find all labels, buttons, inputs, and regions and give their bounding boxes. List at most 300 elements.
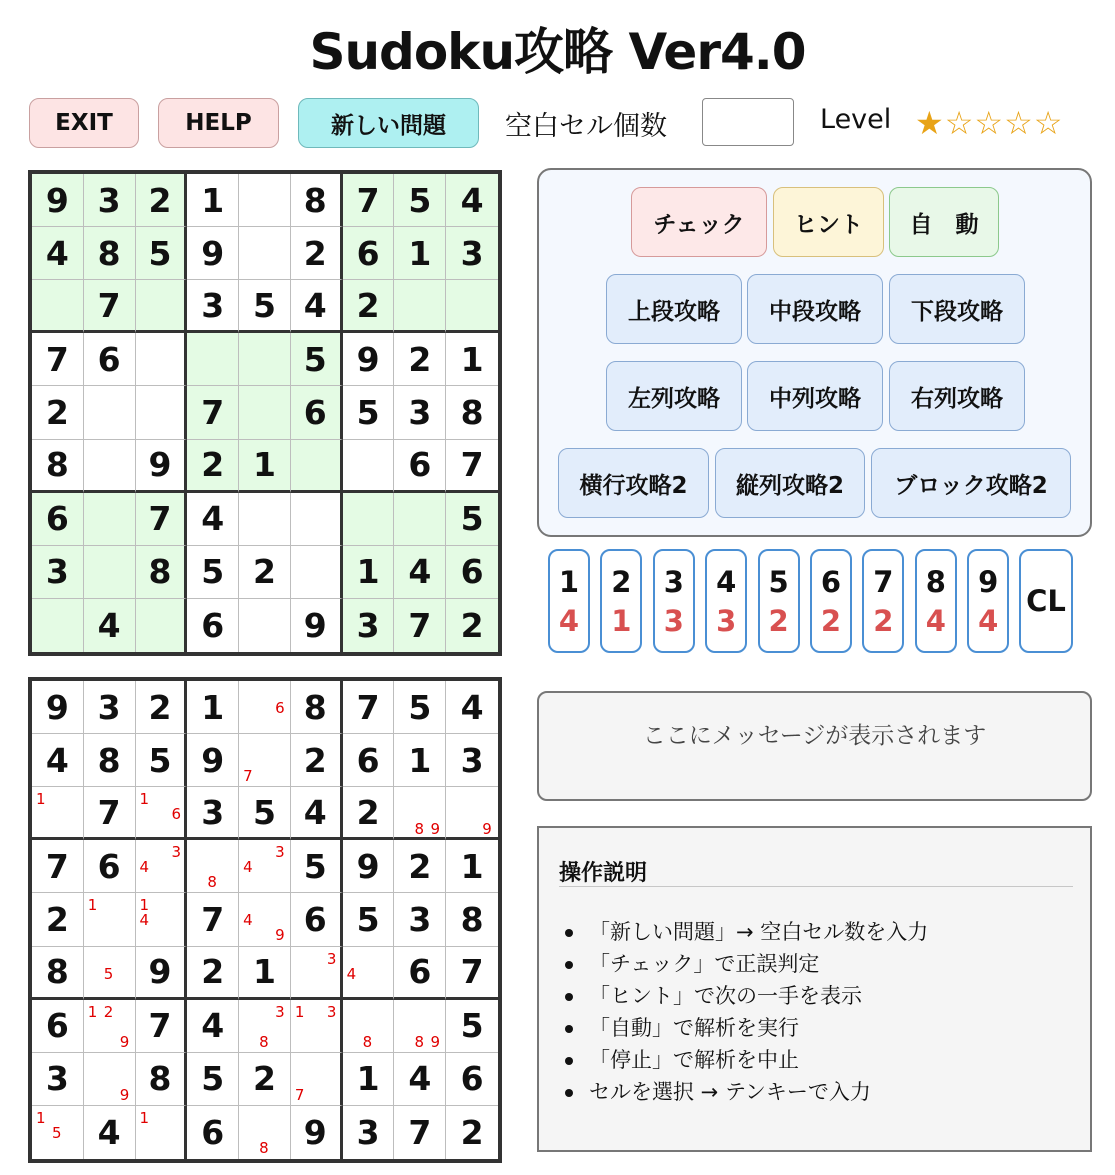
sudoku-cell[interactable] [343,840,395,893]
sudoku-cell[interactable] [84,1000,136,1053]
sudoku-cell[interactable] [446,734,498,787]
cell-value: 6 [201,1112,225,1152]
cell-value: 8 [460,899,484,939]
cell-value: 4 [303,792,327,832]
candidate-digit: 9 [119,1085,130,1104]
sudoku-cell[interactable] [343,787,395,840]
sudoku-cell[interactable] [343,1000,395,1053]
sudoku-cell[interactable] [32,947,84,1000]
number-key-1[interactable] [548,549,590,653]
sudoku-cell[interactable] [291,1106,343,1159]
cell-value: 8 [45,952,69,992]
sudoku-cell[interactable] [394,227,446,280]
sudoku-cell[interactable] [136,1053,188,1106]
key-remaining-count: 4 [978,604,999,638]
sudoku-cell[interactable] [343,333,395,386]
sudoku-cell[interactable] [291,493,343,546]
cell-value: 3 [45,552,69,592]
cell-value: 5 [201,552,225,592]
exit-button[interactable]: EXIT [29,98,139,148]
sudoku-cell[interactable] [446,493,498,546]
block-strategy2-button[interactable]: ブロック攻略2 [871,448,1071,518]
sudoku-cell[interactable] [446,227,498,280]
sudoku-cell[interactable] [187,493,239,546]
cell-value: 1 [408,233,432,273]
sudoku-cell[interactable] [291,599,343,652]
sudoku-cell[interactable] [343,493,395,546]
sudoku-cell[interactable] [84,840,136,893]
sudoku-cell[interactable] [84,599,136,652]
check-button[interactable]: チェック [631,187,767,257]
sudoku-cell[interactable] [291,893,343,946]
sudoku-cell[interactable] [291,787,343,840]
sudoku-cell[interactable] [394,1053,446,1106]
number-key-5[interactable] [758,549,800,653]
sudoku-cell[interactable] [187,333,239,386]
cell-value: 8 [148,552,172,592]
candidate-digit: 1 [139,790,150,809]
sudoku-cell[interactable] [84,546,136,599]
sudoku-cell[interactable] [343,681,395,734]
number-key-9[interactable] [967,549,1009,653]
key-remaining-count: 4 [558,604,580,638]
sudoku-cell[interactable] [446,840,498,893]
sudoku-cell[interactable] [32,681,84,734]
sudoku-cell[interactable] [136,227,188,280]
sudoku-cell[interactable] [291,440,343,493]
message-text: ここにメッセージが表示されます [642,723,987,749]
sudoku-cell[interactable] [239,787,291,840]
cell-value: 8 [460,392,484,432]
cell-value: 5 [460,499,484,539]
sudoku-cell[interactable] [84,681,136,734]
candidate-digit: 4 [243,858,253,877]
cell-value: 1 [201,687,225,727]
cell-value: 7 [45,846,69,886]
candidate-digit: 8 [414,1032,424,1051]
help-item: セルを選択 → テンキーで入力 [589,1076,928,1108]
upper-row-button[interactable]: 上段攻略 [606,274,742,344]
cell-value: 2 [408,846,432,886]
candidate-digit: 5 [103,964,114,983]
sudoku-cell[interactable] [136,1000,188,1053]
cell-value: 2 [253,552,276,592]
cell-value: 3 [356,1112,380,1152]
sudoku-cell[interactable] [136,280,188,333]
star-empty-icon: ☆ [944,104,975,142]
sudoku-cell[interactable] [394,546,446,599]
sudoku-cell[interactable] [446,1000,498,1053]
help-item: 「停止」で解析を中止 [589,1044,928,1076]
level-label: Level [820,104,892,135]
sudoku-cell[interactable] [394,174,446,227]
candidate-digit: 8 [362,1032,373,1051]
sudoku-cell[interactable] [32,386,84,439]
column-strategy2-button[interactable]: 縦列攻略2 [715,448,865,518]
cell-value: 5 [460,1006,484,1046]
sudoku-cell[interactable] [84,787,136,840]
lower-row-button[interactable]: 下段攻略 [889,274,1025,344]
sudoku-cell[interactable] [84,493,136,546]
help-item: 「ヒント」で次の一手を表示 [589,980,928,1012]
cell-value: 6 [45,499,69,539]
sudoku-cell[interactable] [394,333,446,386]
cell-value: 2 [45,899,69,939]
cell-value: 6 [97,846,121,886]
sudoku-cell[interactable] [136,174,188,227]
cell-value: 2 [45,392,69,432]
cell-value: 7 [148,1006,172,1046]
sudoku-cell[interactable] [343,1053,395,1106]
sudoku-cell[interactable] [394,734,446,787]
sudoku-cell[interactable] [239,599,291,652]
sudoku-cell[interactable] [136,386,188,439]
sudoku-cell[interactable] [239,493,291,546]
cell-value: 5 [303,339,327,379]
sudoku-cell[interactable] [187,440,239,493]
sudoku-cell[interactable] [239,333,291,386]
cell-value: 1 [201,180,225,220]
sudoku-cell[interactable] [84,280,136,333]
number-key-7[interactable] [862,549,904,653]
help-list [589,916,928,1108]
help-title: 操作説明 [559,861,648,886]
sudoku-cell[interactable] [32,787,84,840]
sudoku-cell[interactable] [136,599,188,652]
sudoku-cell[interactable] [446,681,498,734]
candidate-digit: 1 [139,1108,150,1127]
sudoku-cell[interactable] [394,599,446,652]
sudoku-cell[interactable] [291,227,343,280]
candidate-digit: 8 [414,820,424,839]
sudoku-cell[interactable] [343,893,395,946]
key-remaining-count: 3 [716,604,737,638]
candidate-digit: 8 [207,873,217,892]
sudoku-cell[interactable] [187,174,239,227]
sudoku-cell[interactable] [446,947,498,1000]
sudoku-cell[interactable] [446,280,498,333]
sudoku-cell[interactable] [187,546,239,599]
sudoku-cell[interactable] [32,493,84,546]
sudoku-cell[interactable] [187,386,239,439]
sudoku-cell[interactable] [136,493,188,546]
sudoku-cell[interactable] [394,681,446,734]
sudoku-cell[interactable] [32,734,84,787]
cell-value: 3 [97,180,121,220]
right-column-button[interactable]: 右列攻略 [889,361,1025,431]
sudoku-cell[interactable] [291,840,343,893]
cell-value: 2 [408,339,432,379]
sudoku-cell[interactable] [394,893,446,946]
key-remaining-count: 4 [925,604,946,638]
sudoku-cell[interactable] [136,1106,188,1159]
cell-value: 5 [303,846,327,886]
sudoku-cell[interactable] [187,599,239,652]
cell-value: 5 [253,792,276,832]
sudoku-board [28,170,502,656]
sudoku-cell[interactable] [136,787,188,840]
sudoku-cell[interactable] [343,386,395,439]
help-button[interactable]: HELP [158,98,279,148]
candidate-digit: 3 [326,1002,337,1021]
sudoku-cell[interactable] [187,1053,239,1106]
sudoku-cell[interactable] [84,1053,136,1106]
sudoku-cell[interactable] [136,893,188,946]
sudoku-cell[interactable] [446,599,498,652]
sudoku-cell[interactable] [239,1000,291,1053]
sudoku-cell[interactable] [84,440,136,493]
sudoku-cell[interactable] [446,333,498,386]
sudoku-cell[interactable] [394,1000,446,1053]
sudoku-cell[interactable] [291,681,343,734]
cell-value: 2 [148,687,172,727]
candidate-digit: 5 [52,1123,62,1142]
sudoku-cell[interactable] [394,787,446,840]
sudoku-cell[interactable] [84,1106,136,1159]
sudoku-cell[interactable] [291,386,343,439]
new-puzzle-button[interactable]: 新しい問題 [298,98,479,148]
cell-value: 2 [201,445,225,485]
sudoku-cell[interactable] [343,947,395,1000]
cell-value: 7 [408,605,432,645]
cell-value: 9 [201,233,225,273]
cell-value: 6 [201,605,225,645]
sudoku-cell[interactable] [394,440,446,493]
candidate-digit: 3 [275,1002,285,1021]
sudoku-cell[interactable] [32,227,84,280]
level-stars [915,104,1063,142]
cell-value: 3 [408,899,432,939]
key-digit: 7 [873,565,894,599]
cell-value: 4 [97,1112,121,1152]
sudoku-cell[interactable] [84,386,136,439]
sudoku-cell[interactable] [446,546,498,599]
sudoku-cell[interactable] [291,546,343,599]
sudoku-cell[interactable] [239,280,291,333]
sudoku-cell[interactable] [239,947,291,1000]
sudoku-cell[interactable] [32,174,84,227]
cell-value: 6 [303,899,327,939]
sudoku-cell[interactable] [446,1053,498,1106]
sudoku-cell[interactable] [239,893,291,946]
cell-value: 7 [45,339,69,379]
sudoku-cell[interactable] [343,546,395,599]
cell-value: 2 [303,233,327,273]
sudoku-cell[interactable] [187,280,239,333]
sudoku-cell[interactable] [136,840,188,893]
sudoku-cell[interactable] [239,174,291,227]
help-item: 「チェック」で正誤判定 [589,948,928,980]
candidate-digit: 8 [259,1138,269,1157]
cell-value: 6 [408,445,432,485]
sudoku-cell[interactable] [239,1106,291,1159]
sudoku-cell[interactable] [394,947,446,1000]
key-remaining-count: 2 [820,604,842,638]
candidate-digit: 6 [171,805,182,824]
sudoku-cell[interactable] [291,734,343,787]
sudoku-cell[interactable] [32,333,84,386]
sudoku-cell[interactable] [394,840,446,893]
sudoku-cell[interactable] [187,1106,239,1159]
sudoku-cell[interactable] [343,734,395,787]
auto-button[interactable]: 自 動 [889,187,999,257]
cell-value: 6 [45,1006,69,1046]
cell-value: 9 [45,687,69,727]
sudoku-cell[interactable] [32,893,84,946]
sudoku-cell[interactable] [187,1000,239,1053]
sudoku-cell[interactable] [239,1053,291,1106]
sudoku-cell[interactable] [84,893,136,946]
sudoku-cell[interactable] [291,333,343,386]
sudoku-cell[interactable] [239,227,291,280]
empty-cells-label: 空白セル個数 [505,111,667,142]
sudoku-cell[interactable] [136,440,188,493]
clear-key[interactable]: CL [1019,549,1073,653]
center-column-button[interactable]: 中列攻略 [747,361,883,431]
cell-value: 5 [356,392,380,432]
sudoku-cell[interactable] [32,599,84,652]
sudoku-cell[interactable] [187,227,239,280]
sudoku-cell[interactable] [394,386,446,439]
cell-value: 7 [201,899,225,939]
star-empty-icon: ☆ [1004,104,1034,142]
sudoku-cell[interactable] [446,440,498,493]
sudoku-cell[interactable] [446,1106,498,1159]
sudoku-cell[interactable] [136,333,188,386]
sudoku-cell[interactable] [291,1000,343,1053]
cell-value: 4 [408,1059,432,1099]
sudoku-cell[interactable] [136,681,188,734]
sudoku-cell[interactable] [343,174,395,227]
sudoku-cell[interactable] [239,734,291,787]
sudoku-cell[interactable] [187,840,239,893]
candidate-board [28,677,502,1163]
sudoku-cell[interactable] [84,227,136,280]
sudoku-cell[interactable] [136,546,188,599]
sudoku-cell[interactable] [32,546,84,599]
sudoku-cell[interactable] [291,174,343,227]
candidate-digit: 1 [87,1002,98,1021]
candidate-digit: 9 [482,820,492,839]
sudoku-cell[interactable] [394,493,446,546]
cell-value: 6 [356,740,380,780]
sudoku-cell[interactable] [187,681,239,734]
sudoku-cell[interactable] [291,947,343,1000]
cell-value: 2 [201,952,225,992]
cell-value: 2 [303,740,327,780]
sudoku-cell[interactable] [446,787,498,840]
cell-value: 9 [303,1112,327,1152]
sudoku-cell[interactable] [343,280,395,333]
number-key-2[interactable] [600,549,642,653]
cell-value: 7 [201,392,225,432]
cell-value: 2 [460,605,484,645]
sudoku-cell[interactable] [84,947,136,1000]
sudoku-cell[interactable] [239,546,291,599]
sudoku-cell[interactable] [291,280,343,333]
sudoku-cell[interactable] [446,386,498,439]
sudoku-cell[interactable] [343,1106,395,1159]
number-key-3[interactable] [653,549,695,653]
middle-row-button[interactable]: 中段攻略 [747,274,883,344]
sudoku-cell[interactable] [84,174,136,227]
candidate-digit: 2 [103,1002,114,1021]
cell-value: 9 [356,339,380,379]
candidate-digit: 4 [346,964,357,983]
cell-value: 8 [97,740,121,780]
sudoku-cell[interactable] [343,599,395,652]
control-panel [537,168,1092,537]
key-digit: 2 [611,565,632,599]
cell-value: 7 [408,1112,432,1152]
sudoku-cell[interactable] [343,440,395,493]
cell-value: 6 [356,233,380,273]
sudoku-cell[interactable] [84,734,136,787]
sudoku-cell[interactable] [32,1000,84,1053]
sudoku-cell[interactable] [32,280,84,333]
cell-value: 6 [460,1059,484,1099]
sudoku-cell[interactable] [187,734,239,787]
cell-value: 7 [356,687,380,727]
sudoku-cell[interactable] [136,734,188,787]
sudoku-cell[interactable] [32,440,84,493]
hint-button[interactable]: ヒント [773,187,884,257]
sudoku-cell[interactable] [32,840,84,893]
sudoku-cell[interactable] [187,893,239,946]
cell-value: 9 [201,740,225,780]
sudoku-cell[interactable] [394,1106,446,1159]
sudoku-cell[interactable] [239,440,291,493]
sudoku-cell[interactable] [187,947,239,1000]
sudoku-cell[interactable] [187,787,239,840]
sudoku-cell[interactable] [446,174,498,227]
sudoku-cell[interactable] [343,227,395,280]
number-key-4[interactable] [705,549,747,653]
row-strategy2-button[interactable]: 横行攻略2 [558,448,709,518]
key-remaining-count: 2 [873,604,894,638]
sudoku-cell[interactable] [239,840,291,893]
sudoku-cell[interactable] [291,1053,343,1106]
sudoku-cell[interactable] [394,280,446,333]
candidate-digit: 1 [87,896,98,915]
sudoku-cell[interactable] [32,1053,84,1106]
candidate-digit: 4 [243,911,253,930]
sudoku-cell[interactable] [84,333,136,386]
key-remaining-count: 1 [611,604,632,638]
key-digit: 1 [558,565,580,599]
cell-value: 6 [97,339,121,379]
candidate-digit: 3 [326,949,337,968]
empty-cells-input[interactable] [702,98,794,146]
sudoku-cell[interactable] [136,947,188,1000]
sudoku-cell[interactable] [239,681,291,734]
candidate-digit: 4 [139,858,150,877]
cell-value: 3 [408,392,432,432]
number-key-8[interactable] [915,549,957,653]
candidate-digit: 4 [139,911,150,930]
cell-value: 7 [356,180,380,220]
cell-value: 8 [303,180,327,220]
sudoku-cell[interactable] [32,1106,84,1159]
left-column-button[interactable]: 左列攻略 [606,361,742,431]
candidate-digit: 9 [275,926,285,945]
sudoku-cell[interactable] [239,386,291,439]
cell-value: 1 [253,445,276,485]
sudoku-cell[interactable] [446,893,498,946]
cell-value: 8 [97,233,121,273]
candidate-digit: 7 [243,767,253,786]
number-key-6[interactable] [810,549,852,653]
